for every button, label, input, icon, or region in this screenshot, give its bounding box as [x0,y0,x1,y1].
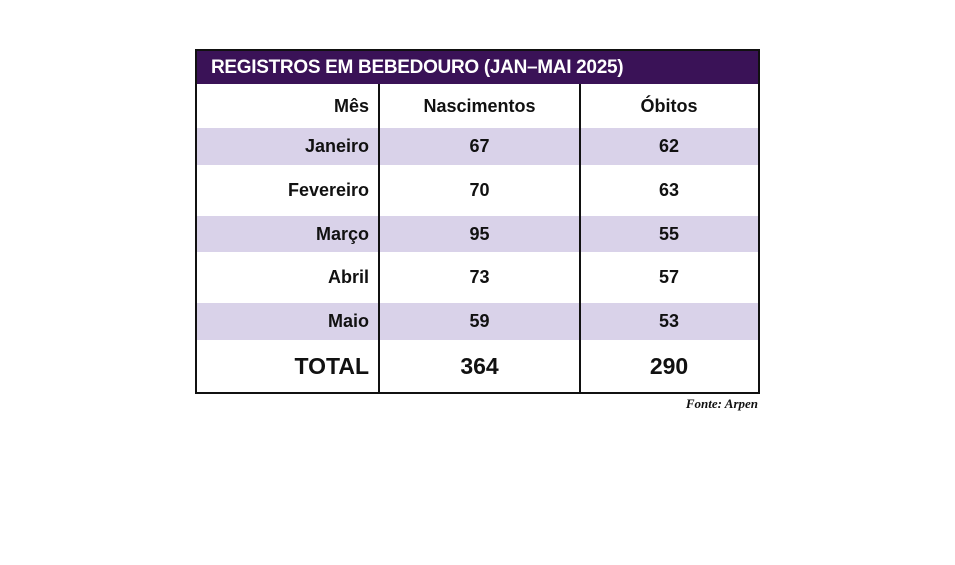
month-cell: Março [315,223,369,244]
deaths-cell: 63 [658,180,680,200]
table-row [197,216,758,252]
total-deaths: 290 [649,352,689,379]
table-title: REGISTROS EM BEBEDOURO (JAN–MAI 2025) [197,51,758,84]
column-header-month: Mês [333,95,369,116]
deaths-cell: 62 [658,136,680,156]
births-cell: 67 [469,136,490,156]
deaths-cell: 57 [658,267,680,287]
total-row [197,340,758,392]
deaths-cell: 55 [658,223,680,244]
table-row [197,128,758,165]
month-cell: Janeiro [304,136,369,156]
header-row [197,84,758,128]
births-cell: 95 [469,223,490,244]
births-cell: 70 [469,180,490,200]
column-header-deaths: Óbitos [640,95,698,116]
total-births: 364 [460,352,499,379]
month-cell: Maio [327,311,369,331]
table-grid [197,84,758,392]
month-cell: Abril [327,267,369,287]
column-header-births: Nascimentos [423,95,536,116]
data-table [195,49,760,394]
column-divider [378,84,380,392]
table-row [197,303,758,340]
month-cell: Fevereiro [287,180,369,200]
source-note: Fonte: Arpen [685,396,758,411]
births-cell: 59 [469,311,490,331]
column-divider [579,84,581,392]
total-label: TOTAL [294,352,369,379]
deaths-cell: 53 [658,311,680,331]
table-row [197,165,758,216]
table-row [197,252,758,303]
births-cell: 73 [469,267,490,287]
